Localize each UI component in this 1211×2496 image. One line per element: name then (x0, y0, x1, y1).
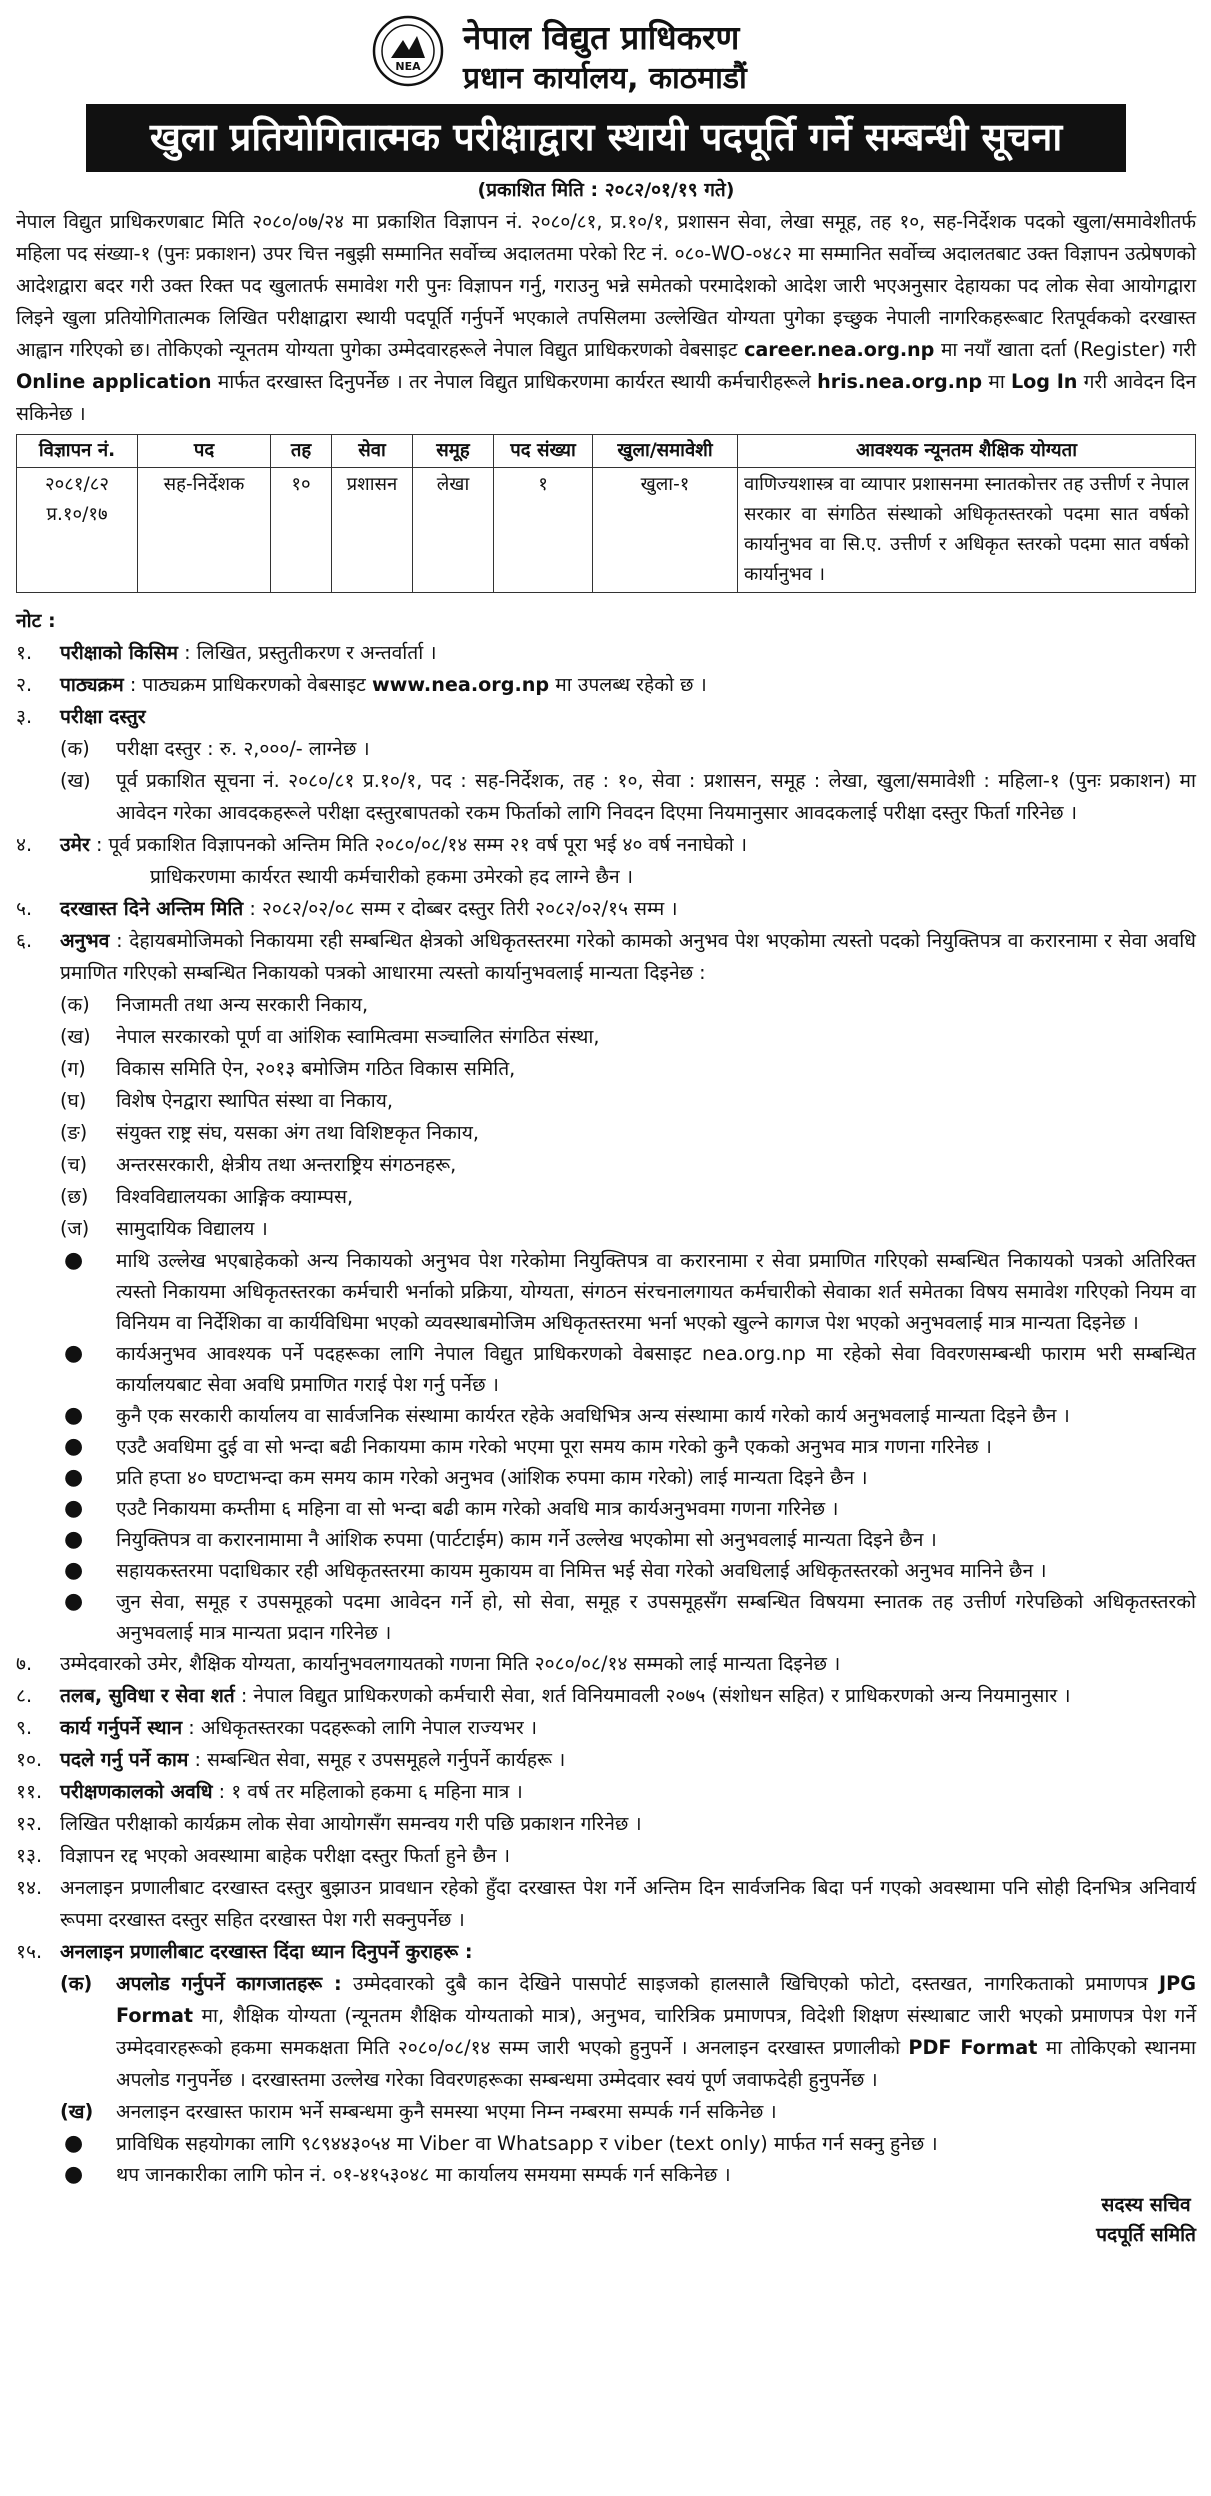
login-text: Log In (1011, 370, 1078, 393)
level-cell: १० (271, 468, 332, 593)
bullet-icon: ● (64, 1434, 84, 1459)
signature: सदस्य सचिव पदपूर्ति समिति (1096, 2193, 1196, 2246)
header (16, 8, 1196, 104)
list-item: (घ) विशेष ऐनद्वारा स्थापित संस्था वा निकाय, (60, 1089, 393, 1112)
note-8: ८. तलब, सुविधा र सेवा शर्त : नेपाल विद्युत प्राधिकरणको कर्मचारी सेवा, शर्त विनियमावली २०७५ (संशोधन सहित) र प्राधिकरणको अन्य नियमानुसार । (16, 1684, 1071, 1707)
svg-text:NEA: NEA (395, 60, 421, 73)
list-item: (ङ) संयुक्त राष्ट्र संघ, यसका अंग तथा विशिष्टकृत निकाय, (60, 1121, 479, 1144)
bullet-icon: ● (64, 1341, 84, 1366)
bullet-icon: ● (64, 1558, 84, 1583)
table-header-row (17, 435, 1196, 468)
bullet-item: ● प्रति हप्ता ४० घण्टाभन्दा कम समय काम गरेको अनुभव (आंशिक रुपमा काम गरेको) लाई मान्यता दिइने छैन । (60, 1462, 1196, 1493)
bullet-icon: ● (64, 2131, 84, 2156)
note-15-b: (ख) अनलाइन दरखास्त फाराम भर्ने सम्बन्धमा कुनै समस्या भएमा निम्न नम्बरमा सम्पर्क गर्न सकिनेछ । (60, 2100, 777, 2123)
list-item: (ख) नेपाल सरकारको पूर्ण वा आंशिक स्वामित्वमा सञ्चालित संगठित संस्था, (60, 1025, 600, 1048)
online-application: Online application (16, 370, 212, 393)
note-14: १४. अनलाइन प्रणालीबाट दरखास्त दस्तुर बुझाउन प्रावधान रहेको हुँदा दरखास्त पेश गर्ने अन्तिम दिन सार्वजनिक बिदा पर्न गएको अवस्थामा पनि सोही दिनभित्र अनिवार्य रूपमा दरखास्त दस्तुर सहित दरखास्त पेश गरी सक्नुपर्नेछ । (16, 1876, 1196, 1931)
list-item: (क) निजामती तथा अन्य सरकारी निकाय, (60, 993, 369, 1016)
nea-site-link[interactable]: www.nea.org.np (371, 673, 550, 696)
post-cell: सह-निर्देशक (138, 468, 271, 593)
note-9: ९. कार्य गर्नुपर्ने स्थान : अधिकृतस्तरका पदहरूको लागि नेपाल राज्यभर । (16, 1716, 538, 1739)
published-date: (प्रकाशित मिति : २०८२/०१/१९ गते) (477, 179, 735, 201)
note-1: १. परीक्षाको किसिम : लिखित, प्रस्तुतीकरण र अन्तर्वार्ता । (16, 641, 437, 664)
table-row (17, 468, 1196, 593)
bullet-icon: ● (64, 1248, 84, 1273)
notice-page (16, 8, 1196, 2254)
nea-logo-icon (371, 14, 445, 88)
bullet-icon: ● (64, 1465, 84, 1490)
list-item: (ग) विकास समिति ऐन, २०१३ बमोजिम गठित विकास समिति, (60, 1057, 516, 1080)
note-3-a: (क) परीक्षा दस्तुर : रु. २,०००/- लाग्नेछ । (60, 737, 370, 760)
count-cell: १ (494, 468, 593, 593)
bullet-item: ● नियुक्तिपत्र वा करारनामामा नै आंशिक रुपमा (पार्टटाईम) काम गर्ने उल्लेख भएकोमा सो अनुभवलाई मान्यता दिइने छैन । (60, 1524, 1196, 1555)
signature-block (16, 2190, 1196, 2254)
service-cell: प्रशासन (332, 468, 413, 593)
type-cell: खुला-१ (593, 468, 738, 593)
bullet-item: ● माथि उल्लेख भएबाहेकको अन्य निकायको अनुभव पेश गरेकोमा नियुक्तिपत्र वा करारनामा र सेवा प्रमाणित गरिएको सम्बन्धित निकायको पत्रको अतिरिक्त त्यस्तो निकायमा अधिकृतस्तरका कर्मचारी भर्नाको प्रक्रिया, योग्यता, संगठन संरचनालगायत कर्मचारीको सेवाका शर्त समेतका विषय समावेश गरिएको नियम वा विनियम वा निर्देशिका वा कार्यविधिमा भएको व्यवस्थाबमोजिम अधिकृतस्तरमा भर्ना भएको खुल्ने कागज पेश भएको अनुभवलाई मात्र मान्यता दिइनेछ । (60, 1245, 1196, 1338)
bullet-icon: ● (64, 2162, 84, 2187)
table-header: पद (138, 435, 271, 468)
note-10: १०. पदले गर्नु पर्ने काम : सम्बन्धित सेवा, समूह र उपसमूहले गर्नुपर्ने कार्यहरू । (16, 1748, 566, 1771)
vacancy-table (16, 434, 1196, 593)
intro-paragraph: नेपाल विद्युत प्राधिकरणबाट मिति २०८०/०७/२४ मा प्रकाशित विज्ञापन नं. २०८०/८१, प्र.१०/१, प्रशासन सेवा, लेखा समूह, तह १०, सह-निर्देशक पदको खुला/समावेशीतर्फ महिला पद संख्या-१ (पुनः प्रकाशन) उपर चित्त नबुझी सम्मानित सर्वोच्च अदालतमा परेको रिट नं. ०८०-WO-०४८२ मा सम्मानित सर्वोच्च अदालतबाट उक्त विज्ञापन उत्प्रेषणको आदेशद्वारा बदर गरी उक्त रिक्त पद खुलातर्फ समावेश गरी पुनः विज्ञापन गर्नु, गराउनु भन्ने समेतको परमादेशको आदेश जारी भएअनुसार देहायका पद लोक सेवा आयोगद्वारा लिइने खुला प्रतियोगितात्मक लिखित परीक्षाद्वारा स्थायी पदपूर्ति गर्नुपर्ने भएकाले तपसिलमा उल्लेखित योग्यता पुगेका इच्छुक नेपाली नागरिकहरूबाट रितपूर्वकको दरखास्त आह्वान गरिएको छ। तोकिएको न्यूनतम योग्यता पुगेका उम्मेदवारहरूले नेपाल विद्युत प्राधिकरणको वेबसाइट career.nea.org.np मा नयाँ खाता दर्ता (Register) गरी Online application मार्फत दरखास्त दिनुपर्नेछ । तर नेपाल विद्युत प्राधिकरणमा कार्यरत स्थायी कर्मचारीहरूले hris.nea.org.np मा Log In गरी आवेदन दिन सकिनेछ । (16, 210, 1197, 425)
group-cell: लेखा (413, 468, 494, 593)
list-item: (च) अन्तरसरकारी, क्षेत्रीय तथा अन्तराष्ट्रिय संगठनहरू, (60, 1153, 457, 1176)
note-3: ३. परीक्षा दस्तुर (16, 705, 146, 728)
note-11: ११. परीक्षणकालको अवधि : १ वर्ष तर महिलाको हकमा ६ महिना मात्र । (16, 1780, 523, 1803)
hris-site-link[interactable]: hris.nea.org.np (817, 370, 983, 393)
bullet-item: ● जुन सेवा, समूह र उपसमूहको पदमा आवेदन गर्ने हो, सो सेवा, समूह र उपसमूहसँग सम्बन्धित विषयमा स्नातक तह उत्तीर्ण गरेपछिको अधिकृतस्तरको अनुभवलाई मात्र मान्यता प्रदान गरिनेछ । (60, 1586, 1196, 1648)
note-7: ७. उम्मेदवारको उमेर, शैक्षिक योग्यता, कार्यानुभवलगायतको गणना मिति २०८०/०८/१४ सम्मको लाई मान्यता दिइनेछ । (16, 1652, 841, 1675)
bullet-item: ● एउटै निकायमा कम्तीमा ६ महिना वा सो भन्दा बढी काम गरेको अवधि मात्र कार्यअनुभवमा गणना गरिनेछ । (60, 1493, 1196, 1524)
note-5: ५. दरखास्त दिने अन्तिम मिति : २०८२/०२/०८ सम्म र दोब्बर दस्तुर तिरी २०८२/०२/१५ सम्म । (16, 897, 678, 920)
table-header: समूह (413, 435, 494, 468)
bullet-item: ● थप जानकारीका लागि फोन नं. ०१-४१५३०४८ मा कार्यालय समयमा सम्पर्क गर्न सकिनेछ । (60, 2159, 1196, 2190)
note-15: १५. अनलाइन प्रणालीबाट दरखास्त दिंदा ध्यान दिनुपर्ने कुराहरू : (16, 1940, 473, 1963)
list-item: (ज) सामुदायिक विद्यालय । (60, 1217, 268, 1240)
bullet-item: ● एउटै अवधिमा दुई वा सो भन्दा बढी निकायमा काम गरेको भएमा पूरा समय काम गरेको कुनै एकको अनुभव मात्र गणना गरिनेछ । (60, 1431, 1196, 1462)
adv-no-cell: २०८१/८२ प्र.१०/१७ (17, 468, 138, 593)
bullet-icon: ● (64, 1403, 84, 1428)
note-3-b: (ख) पूर्व प्रकाशित सूचना नं. २०८०/८१ प्र.१०/१, पद : सह-निर्देशक, तह : १०, सेवा : प्रशासन, समूह : लेखा, खुला/समावेशी : महिला-१ (पुनः प्रकाशन) मा आवेदन गरेका आवदकहरूले परीक्षा दस्तुरबापतको रकम फिर्ताको लागि निवदन दिएमा नियमानुसार आवदकलाई परीक्षा दस्तुर फिर्ता गरिनेछ । (60, 769, 1196, 824)
table-header: तह (271, 435, 332, 468)
bullet-icon: ● (64, 1589, 84, 1614)
table-header: सेवा (332, 435, 413, 468)
list-item: (छ) विश्वविद्यालयका आङ्गिक क्याम्पस, (60, 1185, 354, 1208)
note-15-a: (क) अपलोड गर्नुपर्ने कागजातहरू : उम्मेदवारको दुबै कान देखिने पासपोर्ट साइजको हालसालै खिचिएको फोटो, दस्तखत, नागरिकताको प्रमाणपत्र JPG Format मा, शैक्षिक योग्यता (न्यूनतम शैक्षिक योग्यताको मात्र), अनुभव, चारित्रिक प्रमाणपत्र, विदेशी शिक्षण संस्थाबाट जारी भएको प्रमाणपत्र पेश गर्ने उम्मेदवारहरूको हकमा समकक्षता मिति २०८०/०८/१४ सम्म जारी भएको हुनुपर्ने । अनलाइन दरखास्त प्रणालीको PDF Format मा तोकिएको स्थानमा अपलोड गनुपर्नेछ । दरखास्तमा उल्लेख गरेका विवरणहरूका सम्बन्धमा उम्मेदवार स्वयं पूर्ण जवाफदेही हुनुपर्नेछ । (60, 1972, 1196, 2091)
bullet-icon: ● (64, 1527, 84, 1552)
bullet-item: ● सहायकस्तरमा पदाधिकार रही अधिकृतस्तरमा कायम मुकायम वा निमित्त भई सेवा गरेको अवधिलाई अधिकृतस्तरको अनुभव मानिने छैन । (60, 1555, 1196, 1586)
table-header: आवश्यक न्यूनतम शैक्षिक योग्यता (738, 435, 1196, 468)
note-4: ४. उमेर : पूर्व प्रकाशित विज्ञापनको अन्तिम मिति २०८०/०८/१४ सम्म २१ वर्ष पूरा भई ४० वर्ष ननाघेको । प्राधिकरणमा कार्यरत स्थायी कर्मचारीको हकमा उमेरको हद लाग्ने छैन । (16, 833, 748, 888)
note-13: १३. विज्ञापन रद्द भएको अवस्थामा बाहेक परीक्षा दस्तुर फिर्ता हुने छैन । (16, 1844, 511, 1867)
org-name: नेपाल विद्युत प्राधिकरण (463, 18, 740, 57)
qualification-cell: वाणिज्यशास्त्र वा व्यापार प्रशासनमा स्नातकोत्तर तह उत्तीर्ण र नेपाल सरकार वा संगठित संस्थाको अधिकृतस्तरको पदमा सात वर्षको कार्यानुभव वा सि.ए. उत्तीर्ण र अधिकृत स्तरको पदमा सात वर्षको कार्यानुभव । (738, 468, 1196, 593)
bullet-item: ● प्राविधिक सहयोगका लागि ९८९४४३०५४ मा Viber वा Whatsapp र viber (text only) मार्फत गर्न सक्नु हुनेछ । (60, 2128, 1196, 2159)
note-12: १२. लिखित परीक्षाको कार्यक्रम लोक सेवा आयोगसँग समन्वय गरी पछि प्रकाशन गरिनेछ । (16, 1812, 642, 1835)
bullet-item: ● कार्यअनुभव आवश्यक पर्ने पदहरूका लागि नेपाल विद्युत प्राधिकरणको वेबसाइट nea.org.np मा रहेको सेवा विवरणसम्बन्धी फाराम भरी सम्बन्धित कार्यालयबाट सेवा अवधि प्रमाणित गराई पेश गर्नु पर्नेछ । (60, 1338, 1196, 1400)
office-name: प्रधान कार्यालय, काठमाडौं (463, 61, 747, 96)
note-2: २. पाठ्यक्रम : पाठ्यक्रम प्राधिकरणको वेबसाइट www.nea.org.np मा उपलब्ध रहेको छ । (16, 673, 707, 696)
career-site-link[interactable]: career.nea.org.np (744, 338, 935, 361)
table-header: पद संख्या (494, 435, 593, 468)
note-6: ६. अनुभव : देहायबमोजिमको निकायमा रही सम्बन्धित क्षेत्रको अधिकृतस्तरमा गरेको कामको अनुभव पेश भएकोमा त्यस्तो पदको नियुक्तिपत्र वा करारनामा र सेवा अवधि प्रमाणित गरिएको सम्बन्धित निकायको पत्रको आधारमा त्यस्तो कार्यानुभवलाई मान्यता दिइनेछ : (16, 929, 1196, 984)
notice-title: खुला प्रतियोगितात्मक परीक्षाद्वारा स्थायी पदपूर्ति गर्ने सम्बन्धी सूचना (86, 104, 1126, 172)
table-header: विज्ञापन नं. (17, 435, 138, 468)
bullet-item: ● कुनै एक सरकारी कार्यालय वा सार्वजनिक संस्थामा कार्यरत रहेके अवधिभित्र अन्य संस्थामा कार्य गरेको कार्य अनुभवलाई मान्यता दिइने छैन । (60, 1400, 1196, 1431)
bullet-icon: ● (64, 1496, 84, 1521)
notes-title: नोट : (16, 609, 56, 632)
table-header: खुला/समावेशी (593, 435, 738, 468)
